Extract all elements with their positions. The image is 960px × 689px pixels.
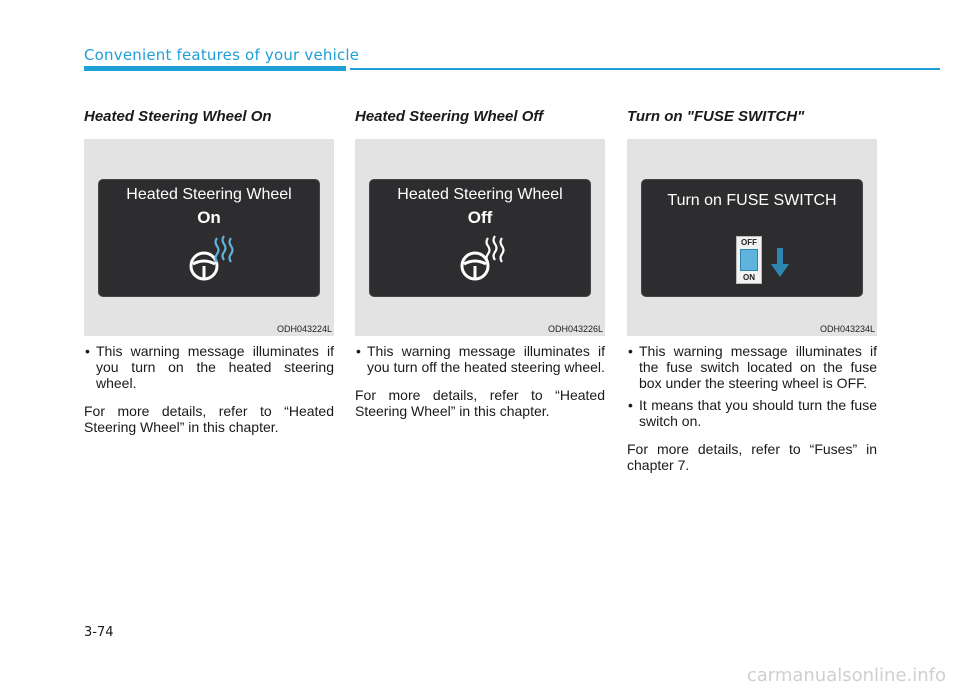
bullet-item: • This warning message illuminates if you turn off the heated steering wheel.: [355, 343, 605, 375]
display-title: Turn on FUSE SWITCH: [667, 192, 837, 209]
section-header: [84, 46, 940, 74]
fuse-switch-icon: [736, 236, 762, 284]
bullet-list: [355, 343, 605, 375]
cluster-display: [641, 179, 863, 297]
switch-on-label: ON: [743, 273, 755, 282]
display-title: Heated Steering Wheel: [126, 186, 292, 203]
figure-code: ODH043234L: [819, 324, 875, 334]
section-header-title: Convenient features of your vehicle: [84, 46, 360, 64]
section-title: Heated Steering Wheel Off: [355, 108, 544, 125]
cluster-display: [369, 179, 591, 297]
switch-off-label: OFF: [741, 238, 757, 247]
header-rule: [350, 68, 940, 70]
bullet-item: • This warning message illuminates if you turn on the heated steering wheel.: [84, 343, 334, 391]
figure-code: ODH043226L: [547, 324, 603, 334]
bullet-list: [627, 343, 877, 429]
display-state: Off: [467, 208, 493, 227]
cluster-display: [98, 179, 320, 297]
column-heated-wheel-off: [355, 108, 605, 419]
reference-paragraph: For more details, refer to “Heated Steering Wheel” in this chapter.: [355, 387, 605, 419]
bullet-list: [84, 343, 334, 391]
page-number: 3-74: [84, 625, 114, 640]
reference-paragraph: For more details, refer to “Heated Steering Wheel” in this chapter.: [84, 403, 334, 435]
switch-knob: [740, 249, 758, 271]
warning-figure: [84, 139, 334, 336]
heated-steering-wheel-icon: [187, 232, 237, 284]
bullet-item: • This warning message illuminates if the fuse switch located on the fuse box under the steering wheel is OFF.: [627, 343, 877, 391]
column-heated-wheel-on: [84, 108, 334, 435]
figure-code: ODH043224L: [276, 324, 332, 334]
display-title: Heated Steering Wheel: [397, 186, 563, 203]
section-title: Turn on "FUSE SWITCH": [627, 108, 805, 125]
reference-paragraph: For more details, refer to “Fuses” in chapter 7.: [627, 441, 877, 473]
down-arrow-icon: [770, 248, 790, 278]
section-title: Heated Steering Wheel On: [84, 108, 272, 125]
warning-figure: [627, 139, 877, 336]
warning-figure: [355, 139, 605, 336]
heated-steering-wheel-icon: [458, 232, 508, 284]
display-state: On: [197, 208, 221, 227]
bullet-item: • It means that you should turn the fuse switch on.: [627, 397, 877, 429]
watermark: carmanualsonline.info: [746, 665, 946, 686]
column-fuse-switch: [627, 108, 877, 473]
header-accent-bar: [84, 66, 346, 71]
